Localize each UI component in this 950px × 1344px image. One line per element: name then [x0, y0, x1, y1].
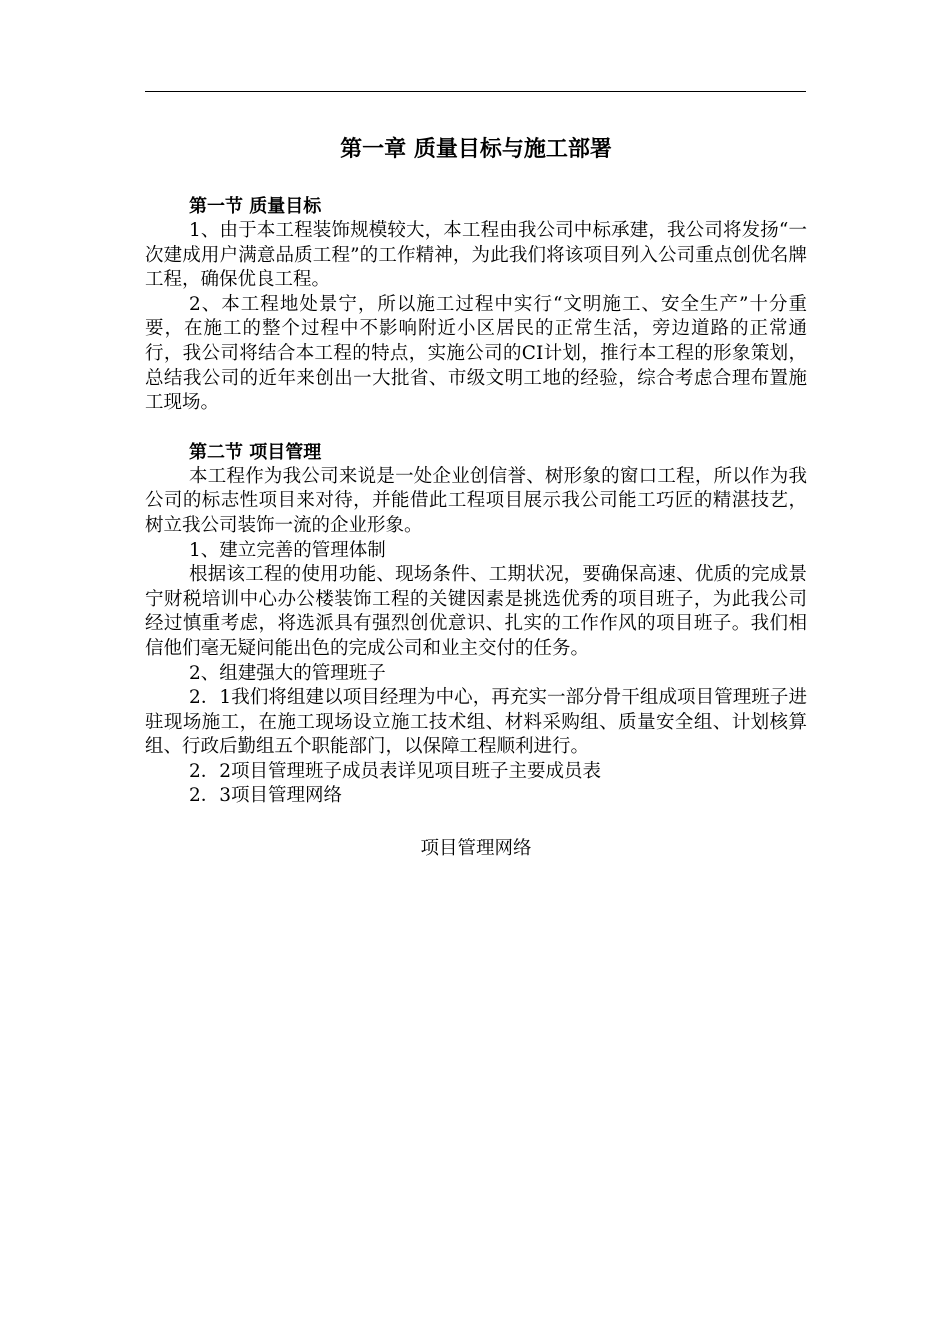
- paragraph: 根据该工程的使用功能、现场条件、工期状况，要确保高速、优质的完成景宁财税培训中心办公楼装饰工程的关键因素是挑选优秀的项目班子，为此我公司经过慎重考虑，将选派具有强烈创优意识、扎实的工作作风的项目班子。我们相信他们毫无疑问能出色的完成公司和业主交付的任务。: [145, 564, 807, 659]
- chapter-title: 第一章 质量目标与施工部署: [340, 137, 612, 162]
- paragraph: 1、由于本工程装饰规模较大，本工程由我公司中标承建，我公司将发扬“一次建成用户满意品质工程”的工作精神，为此我们将该项目列入公司重点创优名牌工程，确保优良工程。: [145, 220, 807, 291]
- paragraph: 2．2项目管理班子成员表详见项目班子主要成员表: [189, 760, 602, 782]
- paragraph: 本工程作为我公司来说是一处企业创信誉、树形象的窗口工程，所以作为我公司的标志性项目来对待，并能借此工程项目展示我公司能工巧匠的精湛技艺，树立我公司装饰一流的企业形象。: [145, 465, 807, 536]
- paragraph: 2．3项目管理网络: [189, 785, 343, 807]
- paragraph: 2．1我们将组建以项目经理为中心，再充实一部分骨干组成项目管理班子进驻现场施工，在施工现场设立施工技术组、材料采购组、质量安全组、计划核算组、行政后勤组五个职能部门，以保障工程顺利进行。: [145, 687, 807, 758]
- paragraph: 2、组建强大的管理班子: [189, 662, 386, 684]
- paragraph: 2、本工程地处景宁，所以施工过程中实行“文明施工、安全生产”十分重要，在施工的整个过程中不影响附近小区居民的正常生活，旁边道路的正常通行，我公司将结合本工程的特点，实施公司的CI计划，推行本工程的形象策划，总结我公司的近年来创出一大批省、市级文明工地的经验，综合考虑合理布置施工现场。: [145, 293, 807, 414]
- document-body: [145, 128, 807, 861]
- paragraph: 1、建立完善的管理体制: [189, 539, 386, 561]
- header-rule: [145, 91, 806, 92]
- diagram-caption: 项目管理网络: [420, 838, 532, 860]
- section-gap: [145, 416, 807, 440]
- section-title-project-management: 第二节 项目管理: [189, 441, 322, 463]
- section-title-quality-goal: 第一节 质量目标: [189, 196, 322, 217]
